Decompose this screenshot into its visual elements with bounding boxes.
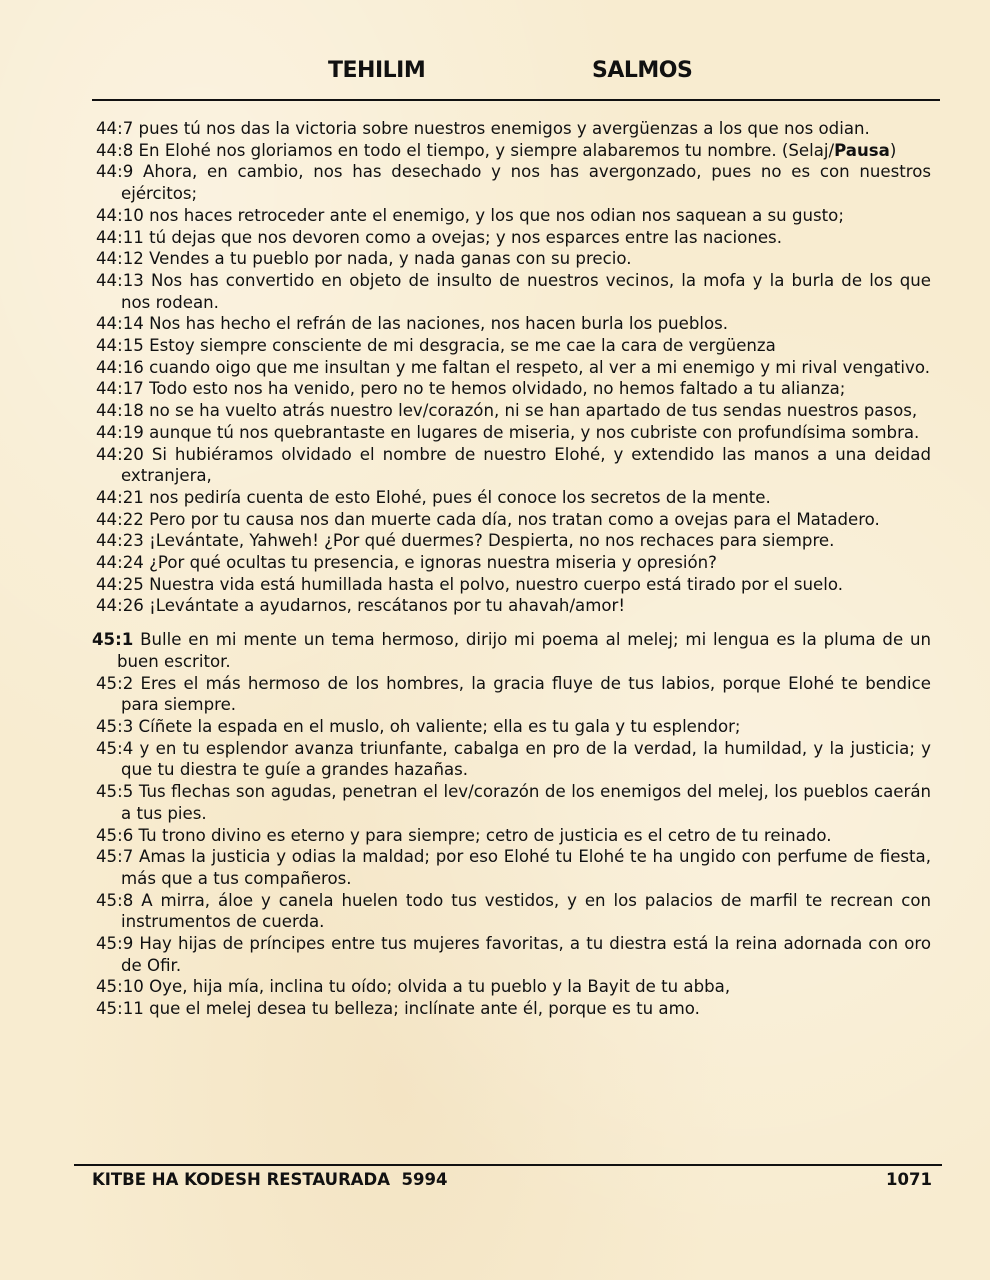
verse-text: Todo esto nos ha venido, pero no te hemos olvidado, no hemos faltado a tu alianza; bbox=[149, 379, 846, 399]
verse bbox=[96, 530, 931, 552]
verse-ref: 44:7 bbox=[96, 119, 134, 138]
verse-ref: 44:17 bbox=[96, 379, 144, 399]
verse-ref: 44:10 bbox=[96, 205, 144, 225]
chapter-spacer bbox=[96, 617, 931, 629]
verse-text: A mirra, áloe y canela huelen todo tus vestidos, y en los palacios de marfil te recrean con instrumentos de cuerda. bbox=[121, 890, 931, 932]
verse-text: nos pediría cuenta de esto Elohé, pues él conoce los secretos de la mente. bbox=[149, 487, 771, 507]
verse-text: Si hubiéramos olvidado el nombre de nuestro Elohé, y extendido las manos a una deidad extranjera, bbox=[121, 444, 932, 486]
verse-ref: 45:4 bbox=[96, 738, 134, 758]
verse bbox=[96, 673, 931, 716]
verse bbox=[96, 400, 931, 422]
header-rule bbox=[92, 99, 940, 101]
verse-text: no se ha vuelto atrás nuestro lev/corazón, ni se han apartado de tus sendas nuestros pasos, bbox=[149, 401, 918, 421]
verse bbox=[96, 205, 931, 227]
verse-text: cuando oigo que me insultan y me faltan el respeto, al ver a mi enemigo y mi rival vengativo. bbox=[149, 357, 930, 377]
verse-ref: 44:16 bbox=[96, 357, 144, 377]
verse-ref: 45:10 bbox=[96, 977, 144, 997]
verse bbox=[92, 629, 931, 672]
verse-text: aunque tú nos quebrantaste en lugares de miseria, y nos cubriste con profundísima sombra. bbox=[149, 422, 920, 442]
verse-text: ¡Levántate a ayudarnos, rescátanos por tu ahavah/amor! bbox=[149, 596, 625, 616]
page-header bbox=[0, 58, 990, 90]
chapter-verse-ref: 45:1 bbox=[92, 630, 134, 650]
verse-ref: 44:23 bbox=[96, 531, 144, 551]
verse bbox=[96, 161, 931, 204]
verse-ref: 45:2 bbox=[96, 673, 134, 693]
verse bbox=[96, 227, 931, 249]
verse-ref: 44:8 bbox=[96, 140, 134, 160]
footer-rule bbox=[74, 1164, 942, 1166]
verse bbox=[96, 313, 931, 335]
verse bbox=[96, 444, 931, 487]
verse-text: pues tú nos das la victoria sobre nuestros enemigos y avergüenzas a los que nos odian. bbox=[138, 119, 870, 138]
verse-ref: 44:20 bbox=[96, 444, 144, 464]
verse bbox=[96, 509, 931, 531]
verse bbox=[96, 118, 931, 140]
verse-ref: 45:11 bbox=[96, 999, 144, 1019]
verse bbox=[96, 378, 931, 400]
verse bbox=[96, 998, 931, 1020]
verse bbox=[96, 357, 931, 379]
verse-text: tú dejas que nos devoren como a ovejas; y nos esparces entre las naciones. bbox=[149, 227, 782, 247]
verse-text: que el melej desea tu belleza; inclínate ante él, porque es tu amo. bbox=[149, 999, 700, 1019]
verse bbox=[96, 738, 931, 781]
verse-text: ¡Levántate, Yahweh! ¿Por qué duermes? Despierta, no nos rechaces para siempre. bbox=[149, 531, 835, 551]
verse-ref: 45:7 bbox=[96, 847, 134, 867]
verse-ref: 45:9 bbox=[96, 934, 134, 954]
verse-text: Estoy siempre consciente de mi desgracia, se me cae la cara de vergüenza bbox=[149, 336, 776, 356]
verse bbox=[96, 890, 931, 933]
verse-text: Ahora, en cambio, nos has desechado y nos has avergonzado, pues no es con nuestros ejércitos; bbox=[121, 162, 931, 204]
verse bbox=[96, 248, 931, 270]
verse bbox=[96, 335, 931, 357]
verse-text: Bulle en mi mente un tema hermoso, dirijo mi poema al melej; mi lengua es la pluma de un buen escritor. bbox=[117, 630, 931, 671]
verse-ref: 45:6 bbox=[96, 825, 134, 845]
verse-text: Hay hijas de príncipes entre tus mujeres favoritas, a tu diestra está la reina adornada con oro de Ofir. bbox=[121, 934, 931, 975]
verse-text: Nos has convertido en objeto de insulto de nuestros vecinos, la mofa y la burla de los que nos rodean. bbox=[121, 270, 931, 312]
header-book-spanish: SALMOS bbox=[592, 58, 693, 83]
verse-text: En Elohé nos gloriamos en todo el tiempo, y siempre alabaremos tu nombre. (Selaj/ bbox=[138, 140, 835, 160]
verse-text: Oye, hija mía, inclina tu oído; olvida a tu pueblo y la Bayit de tu abba, bbox=[149, 977, 731, 997]
verse bbox=[96, 846, 931, 889]
verse-text: nos haces retroceder ante el enemigo, y los que nos odian nos saquean a su gusto; bbox=[149, 205, 844, 225]
verse bbox=[96, 716, 931, 738]
verse-ref: 44:26 bbox=[96, 596, 144, 616]
verse bbox=[96, 552, 931, 574]
verse bbox=[96, 487, 931, 509]
verse-text: Tus flechas son agudas, penetran el lev/corazón de los enemigos del melej, los pueblos caerán a tus pies. bbox=[121, 782, 932, 823]
verse-ref: 44:12 bbox=[96, 249, 144, 269]
verse-text: Nuestra vida está humillada hasta el polvo, nuestro cuerpo está tirado por el suelo. bbox=[149, 574, 844, 594]
verse-text: Amas la justicia y odias la maldad; por eso Elohé tu Elohé te ha ungido con perfume de fiesta, más que a tus compañeros. bbox=[121, 847, 931, 888]
verse-ref: 44:18 bbox=[96, 401, 144, 421]
verse-ref: 44:11 bbox=[96, 227, 144, 247]
verse bbox=[96, 595, 931, 617]
verse bbox=[96, 933, 931, 976]
verse-ref: 44:9 bbox=[96, 162, 134, 182]
verse-text: Nos has hecho el refrán de las naciones, nos hacen burla los pueblos. bbox=[149, 314, 729, 334]
footer-title: KITBE HA KODESH RESTAURADA 5994 bbox=[92, 1170, 448, 1189]
scripture-text bbox=[92, 118, 932, 1020]
header-book-hebrew: TEHILIM bbox=[328, 58, 426, 83]
verse-emphasis: Pausa bbox=[834, 140, 890, 160]
verse-ref: 44:19 bbox=[96, 422, 144, 442]
verse bbox=[96, 422, 931, 444]
verse-text: Pero por tu causa nos dan muerte cada día, nos tratan como a ovejas para el Matadero. bbox=[149, 509, 880, 529]
verse-text: ) bbox=[889, 140, 897, 160]
verse-ref: 44:21 bbox=[96, 487, 144, 507]
verse-ref: 44:22 bbox=[96, 509, 144, 529]
verse bbox=[96, 574, 931, 596]
verse-ref: 44:15 bbox=[96, 336, 144, 356]
verse-ref: 44:24 bbox=[96, 553, 144, 573]
verse-text: Tu trono divino es eterno y para siempre; cetro de justicia es el cetro de tu reinado. bbox=[138, 825, 832, 845]
verse bbox=[96, 140, 931, 162]
verse-ref: 44:14 bbox=[96, 314, 144, 334]
verse bbox=[96, 825, 931, 847]
verse bbox=[96, 270, 931, 313]
verse-ref: 45:8 bbox=[96, 890, 134, 910]
verse-ref: 44:13 bbox=[96, 270, 144, 290]
verse-text: ¿Por qué ocultas tu presencia, e ignoras nuestra miseria y opresión? bbox=[149, 553, 717, 573]
verse-text: Cíñete la espada en el muslo, oh valiente; ella es tu gala y tu esplendor; bbox=[138, 716, 741, 736]
verse-text: y en tu esplendor avanza triunfante, cabalga en pro de la verdad, la humildad, y la justicia; y que tu diestra te guíe a grandes hazañas. bbox=[121, 738, 931, 780]
verse bbox=[96, 781, 931, 824]
verse-text: Vendes a tu pueblo por nada, y nada ganas con su precio. bbox=[149, 249, 632, 269]
verse-ref: 44:25 bbox=[96, 574, 144, 594]
verse-text: Eres el más hermoso de los hombres, la gracia fluye de tus labios, porque Elohé te bendice para siempre. bbox=[121, 673, 931, 715]
verse-ref: 45:5 bbox=[96, 782, 134, 802]
page-number: 1071 bbox=[886, 1170, 932, 1189]
verse-ref: 45:3 bbox=[96, 716, 134, 736]
verse bbox=[96, 976, 931, 998]
